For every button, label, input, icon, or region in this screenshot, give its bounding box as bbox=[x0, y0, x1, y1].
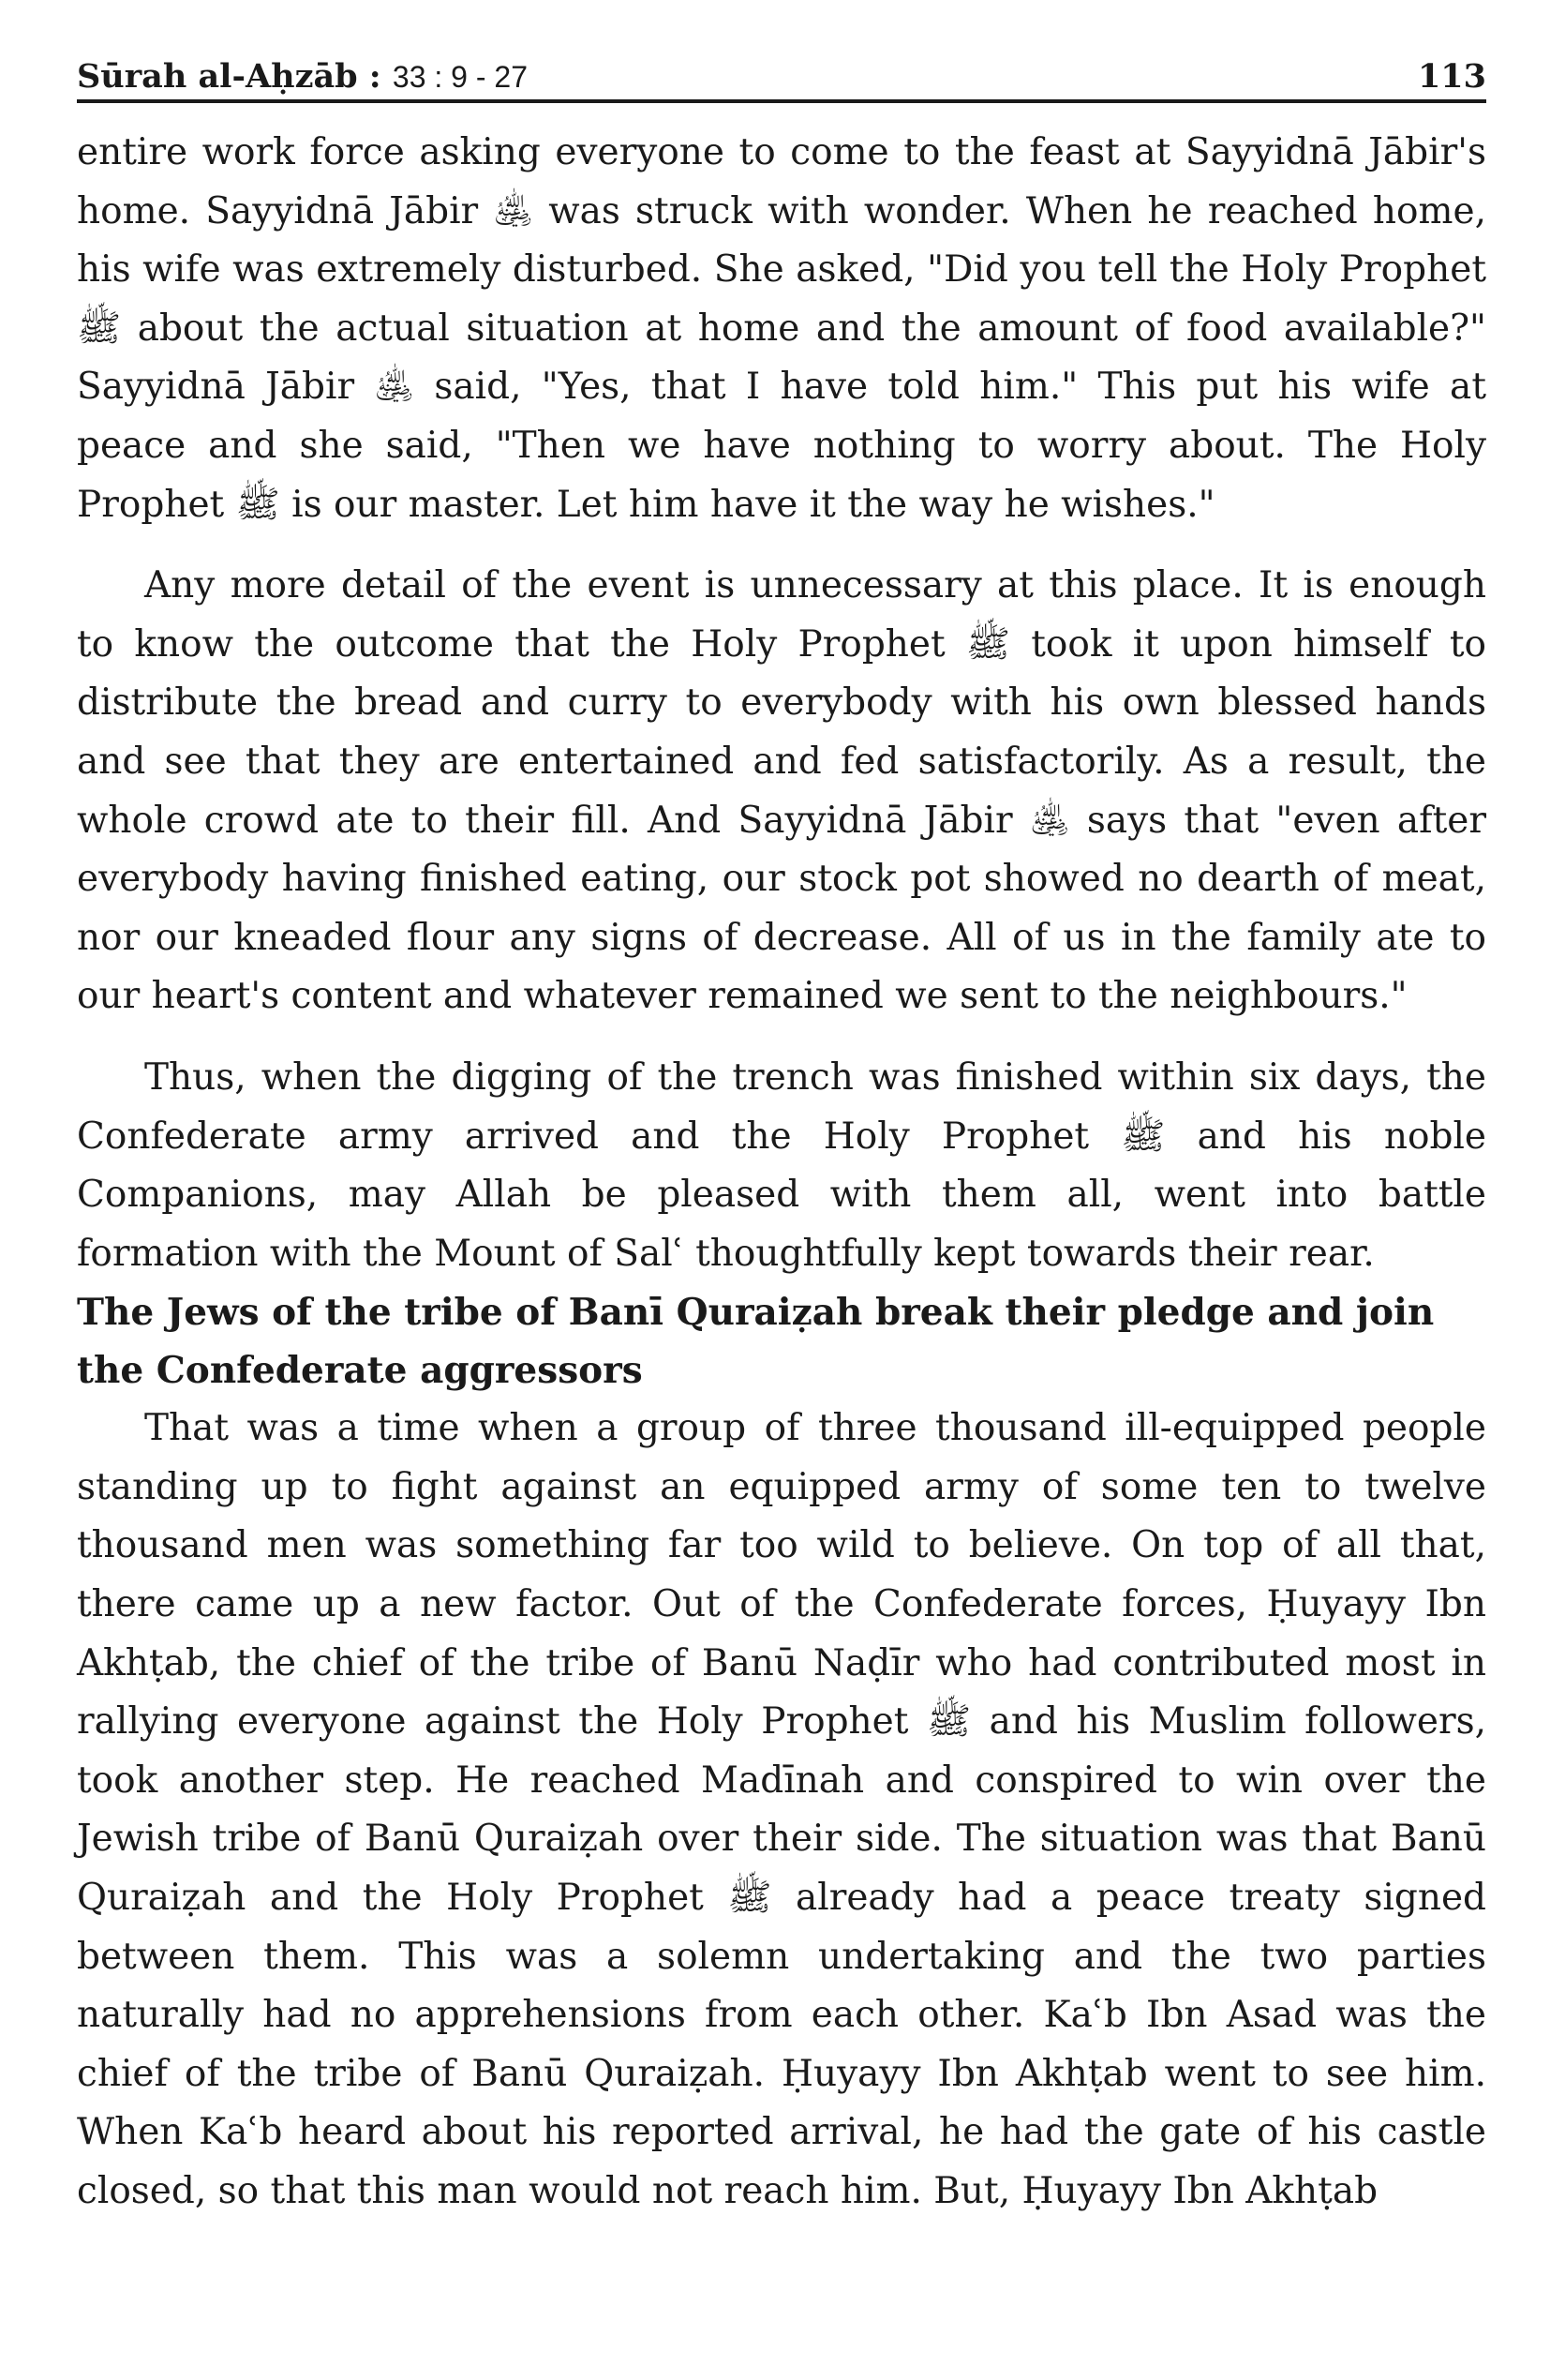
running-title bbox=[77, 57, 528, 96]
page-number: 113 bbox=[1417, 57, 1486, 96]
surah-name: Sūrah al-Aḥzāb : bbox=[77, 57, 393, 96]
paragraph: That was a time when a group of three thousand ill-equipped people standing up to fight against an equipped army of some ten to twelve thousand men was something far too wild to believe. On top of all that, there came up a new factor. Out of the Confederate forces, Ḥuyayy Ibn Akhṭab, the chief of the tribe of Banū Naḍīr who had contributed most in rallying everyone against the Holy Prophet ﷺ and his Muslim followers, took another step. He reached Madīnah and conspired to win over the Jewish tribe of Banū Quraiẓah over their side. The situation was that Banū Quraiẓah and the Holy Prophet ﷺ already had a peace treaty signed between them. This was a solemn undertaking and the two parties naturally had no apprehensions from each other. Kaʿb Ibn Asad was the chief of the tribe of Banū Quraiẓah. Ḥuyayy Ibn Akhṭab went to see him. When Kaʿb heard about his reported arrival, he had the gate of his castle closed, so that this man would not reach him. But, Ḥuyayy Ibn Akhṭab bbox=[77, 1407, 1487, 2212]
section-heading: The Jews of the tribe of Banī Quraiẓah break their pledge and join the Confederate aggressors bbox=[77, 1291, 1435, 1393]
verse-reference: 33 : 9 - 27 bbox=[392, 60, 528, 94]
running-header bbox=[77, 37, 1486, 103]
paragraph: Thus, when the digging of the trench was finished within six days, the Confederate army arrived and the Holy Prophet ﷺ and his noble Companions, may Allah be pleased with them all, went into battle formation with the Mount of Salʿ thoughtfully kept towards their rear. bbox=[77, 1055, 1486, 1275]
paragraph: Any more detail of the event is unnecessary at this place. It is enough to know the outcome that the Holy Prophet ﷺ took it upon himself to distribute the bread and curry to everybody with his own blessed hands and see that they are entertained and fed satisfactorily. As a result, the whole crowd ate to their fill. And Sayyidnā Jābir ﵁ says that "even after everybody having finished eating, our stock pot showed no dearth of meat, nor our kneaded flour any signs of decrease. All of us in the family ate to our heart's content and whatever remained we sent to the neighbours." bbox=[77, 564, 1486, 1018]
book-page bbox=[77, 37, 1486, 2222]
paragraph-continued: entire work force asking everyone to come to the feast at Sayyidnā Jābir's home. Sayyidnā Jābir ﵁ was struck with wonder. When he reached home, his wife was extremely disturbed. She asked, "Did you tell the Holy Prophet ﷺ about the actual situation at home and the amount of food available?" Sayyidnā Jābir ﵁ said, "Yes, that I have told him." This put his wife at peace and she said, "Then we have nothing to worry about. The Holy Prophet ﷺ is our master. Let him have it the way he wishes." bbox=[77, 131, 1486, 526]
page-body bbox=[77, 124, 1486, 2222]
